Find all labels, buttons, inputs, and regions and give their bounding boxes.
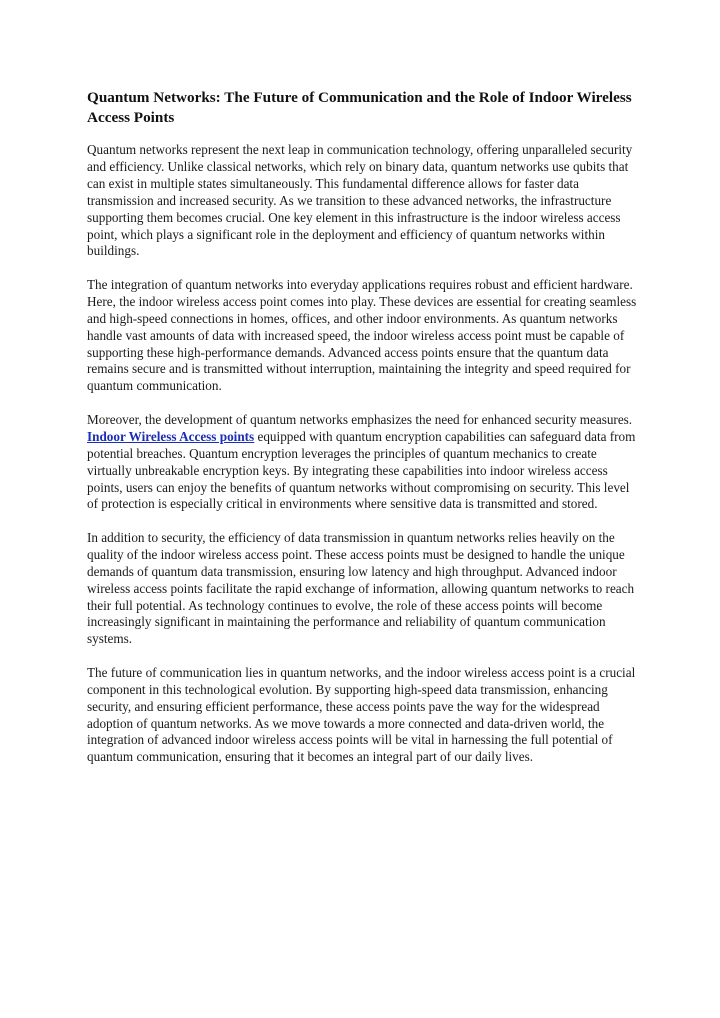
paragraph-5: The future of communication lies in quantum networks, and the indoor wireless access point is a crucial component in this technological evolution. By supporting high-speed data transmission, enhancing security, and ensuring efficient performance, these access points pave the way for the widespread adoption of quantum networks. As we move towards a more connected and data-driven world, the integration of advanced indoor wireless access points will be vital in harnessing the full potential of quantum communication, ensuring that it becomes an integral part of our daily lives.	[87, 664, 636, 765]
paragraph-3-text-after-link: equipped with quantum encryption capabilities can safeguard data from potential breaches. Quantum encryption leverages the principles of quantum mechanics to create virtually unbreakable encryption keys. By integrating these capabilities into indoor wireless access points, users can enjoy the benefits of quantum networks without compromising on security. This level of protection is especially critical in environments where sensitive data is transmitted and stored.	[87, 428, 636, 512]
paragraph-3-text-before-link: Moreover, the development of quantum networks emphasizes the need for enhanced security measures.	[87, 411, 633, 427]
paragraph-3	[87, 412, 637, 513]
indoor-wireless-access-points-link[interactable]: Indoor Wireless Access points	[87, 428, 255, 444]
paragraph-4: In addition to security, the efficiency of data transmission in quantum networks relies heavily on the quality of the indoor wireless access point. These access points must be designed to handle the unique demands of quantum data transmission, ensuring low latency and high throughput. Advanced indoor wireless access points facilitate the rapid exchange of information, allowing quantum networks to reach their full potential. As technology continues to evolve, the role of these access points will become increasingly significant in maintaining the performance and reliability of quantum communication systems.	[87, 529, 635, 647]
paragraph-2: The integration of quantum networks into everyday applications requires robust and efficient hardware. Here, the indoor wireless access point comes into play. These devices are essential for creating seamless and high-speed connections in homes, offices, and other indoor environments. As quantum networks handle vast amounts of data with increased speed, the indoor wireless access point must be capable of supporting these high-performance demands. Advanced access points ensure that the quantum data remains secure and is transmitted without interruption, maintaining the integrity and speed required for quantum communication.	[87, 276, 637, 394]
document-body	[87, 88, 637, 783]
paragraph-1: Quantum networks represent the next leap in communication technology, offering unparalleled security and efficiency. Unlike classical networks, which rely on binary data, quantum networks use qubits that can exist in multiple states simultaneously. This fundamental difference allows for faster data transmission and increased security. As we transition to these advanced networks, the infrastructure supporting them becomes crucial. One key element in this infrastructure is the indoor wireless access point, which plays a significant role in the deployment and efficiency of quantum networks within buildings.	[87, 142, 633, 259]
document-title: Quantum Networks: The Future of Communication and the Role of Indoor Wireless Access Points	[87, 89, 632, 126]
